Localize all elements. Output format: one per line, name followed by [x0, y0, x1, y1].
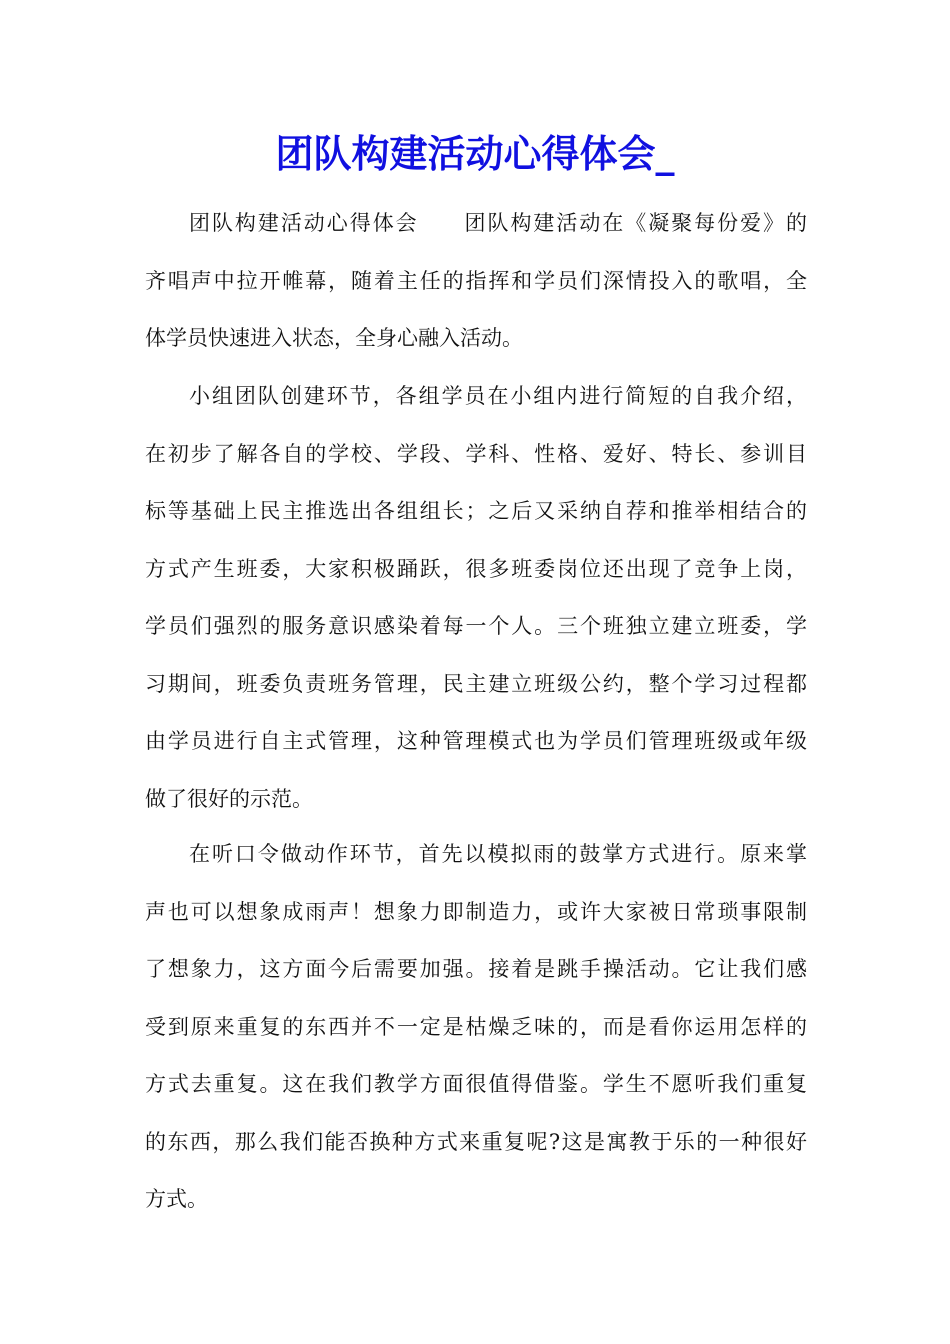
paragraph-line: 体学员快速进入状态，全身心融入活动。 [145, 326, 523, 350]
paragraph-line: 声也可以想象成雨声！想象力即制造力，或许大家被日常琐事限制 [145, 899, 807, 924]
paragraph-line: 在听口令做动作环节，首先以模拟雨的鼓掌方式进行。原来掌 [189, 842, 807, 866]
document-title: 团队构建活动心得体会_ [275, 131, 675, 176]
paragraph-line: 方式产生班委，大家积极踊跃，很多班委岗位还出现了竞争上岗， [145, 556, 807, 581]
paragraph-line: 习期间，班委负责班务管理，民主建立班级公约，整个学习过程都 [145, 671, 807, 696]
paragraph-line: 小组团队创建环节，各组学员在小组内进行简短的自我介绍， [189, 384, 807, 408]
paragraph-2 [145, 368, 807, 828]
paragraph-line: 受到原来重复的东西并不一定是枯燥乏味的，而是看你运用怎样的 [145, 1014, 807, 1039]
paragraph-line: 齐唱声中拉开帷幕，随着主任的指挥和学员们深情投入的歌唱，全 [145, 268, 807, 293]
paragraph-line: 标等基础上民主推选出各组组长；之后又采纳自荐和推举相结合的 [145, 499, 807, 523]
paragraph-line: 了想象力，这方面今后需要加强。接着是跳手操活动。它让我们感 [145, 957, 807, 981]
paragraph-line: 团队构建活动心得体会 团队构建活动在《凝聚每份爱》的 [189, 211, 807, 235]
paragraph-line: 方式。 [145, 1187, 208, 1211]
paragraph-line: 的东西，那么我们能否换种方式来重复呢?这是寓教于乐的一种很好 [145, 1129, 807, 1154]
paragraph-line: 由学员进行自主式管理，这种管理模式也为学员们管理班级或年级 [145, 729, 807, 753]
paragraph-line: 方式去重复。这在我们教学方面很值得借鉴。学生不愿听我们重复 [145, 1072, 807, 1096]
paragraph-line: 学员们强烈的服务意识感染着每一个人。三个班独立建立班委，学 [145, 614, 807, 638]
paragraph-line: 做了很好的示范。 [145, 786, 313, 811]
paragraph-1 [145, 195, 807, 368]
paragraph-line: 在初步了解各自的学校、学段、学科、性格、爱好、特长、参训目 [145, 441, 807, 466]
paragraph-3 [145, 826, 807, 1229]
